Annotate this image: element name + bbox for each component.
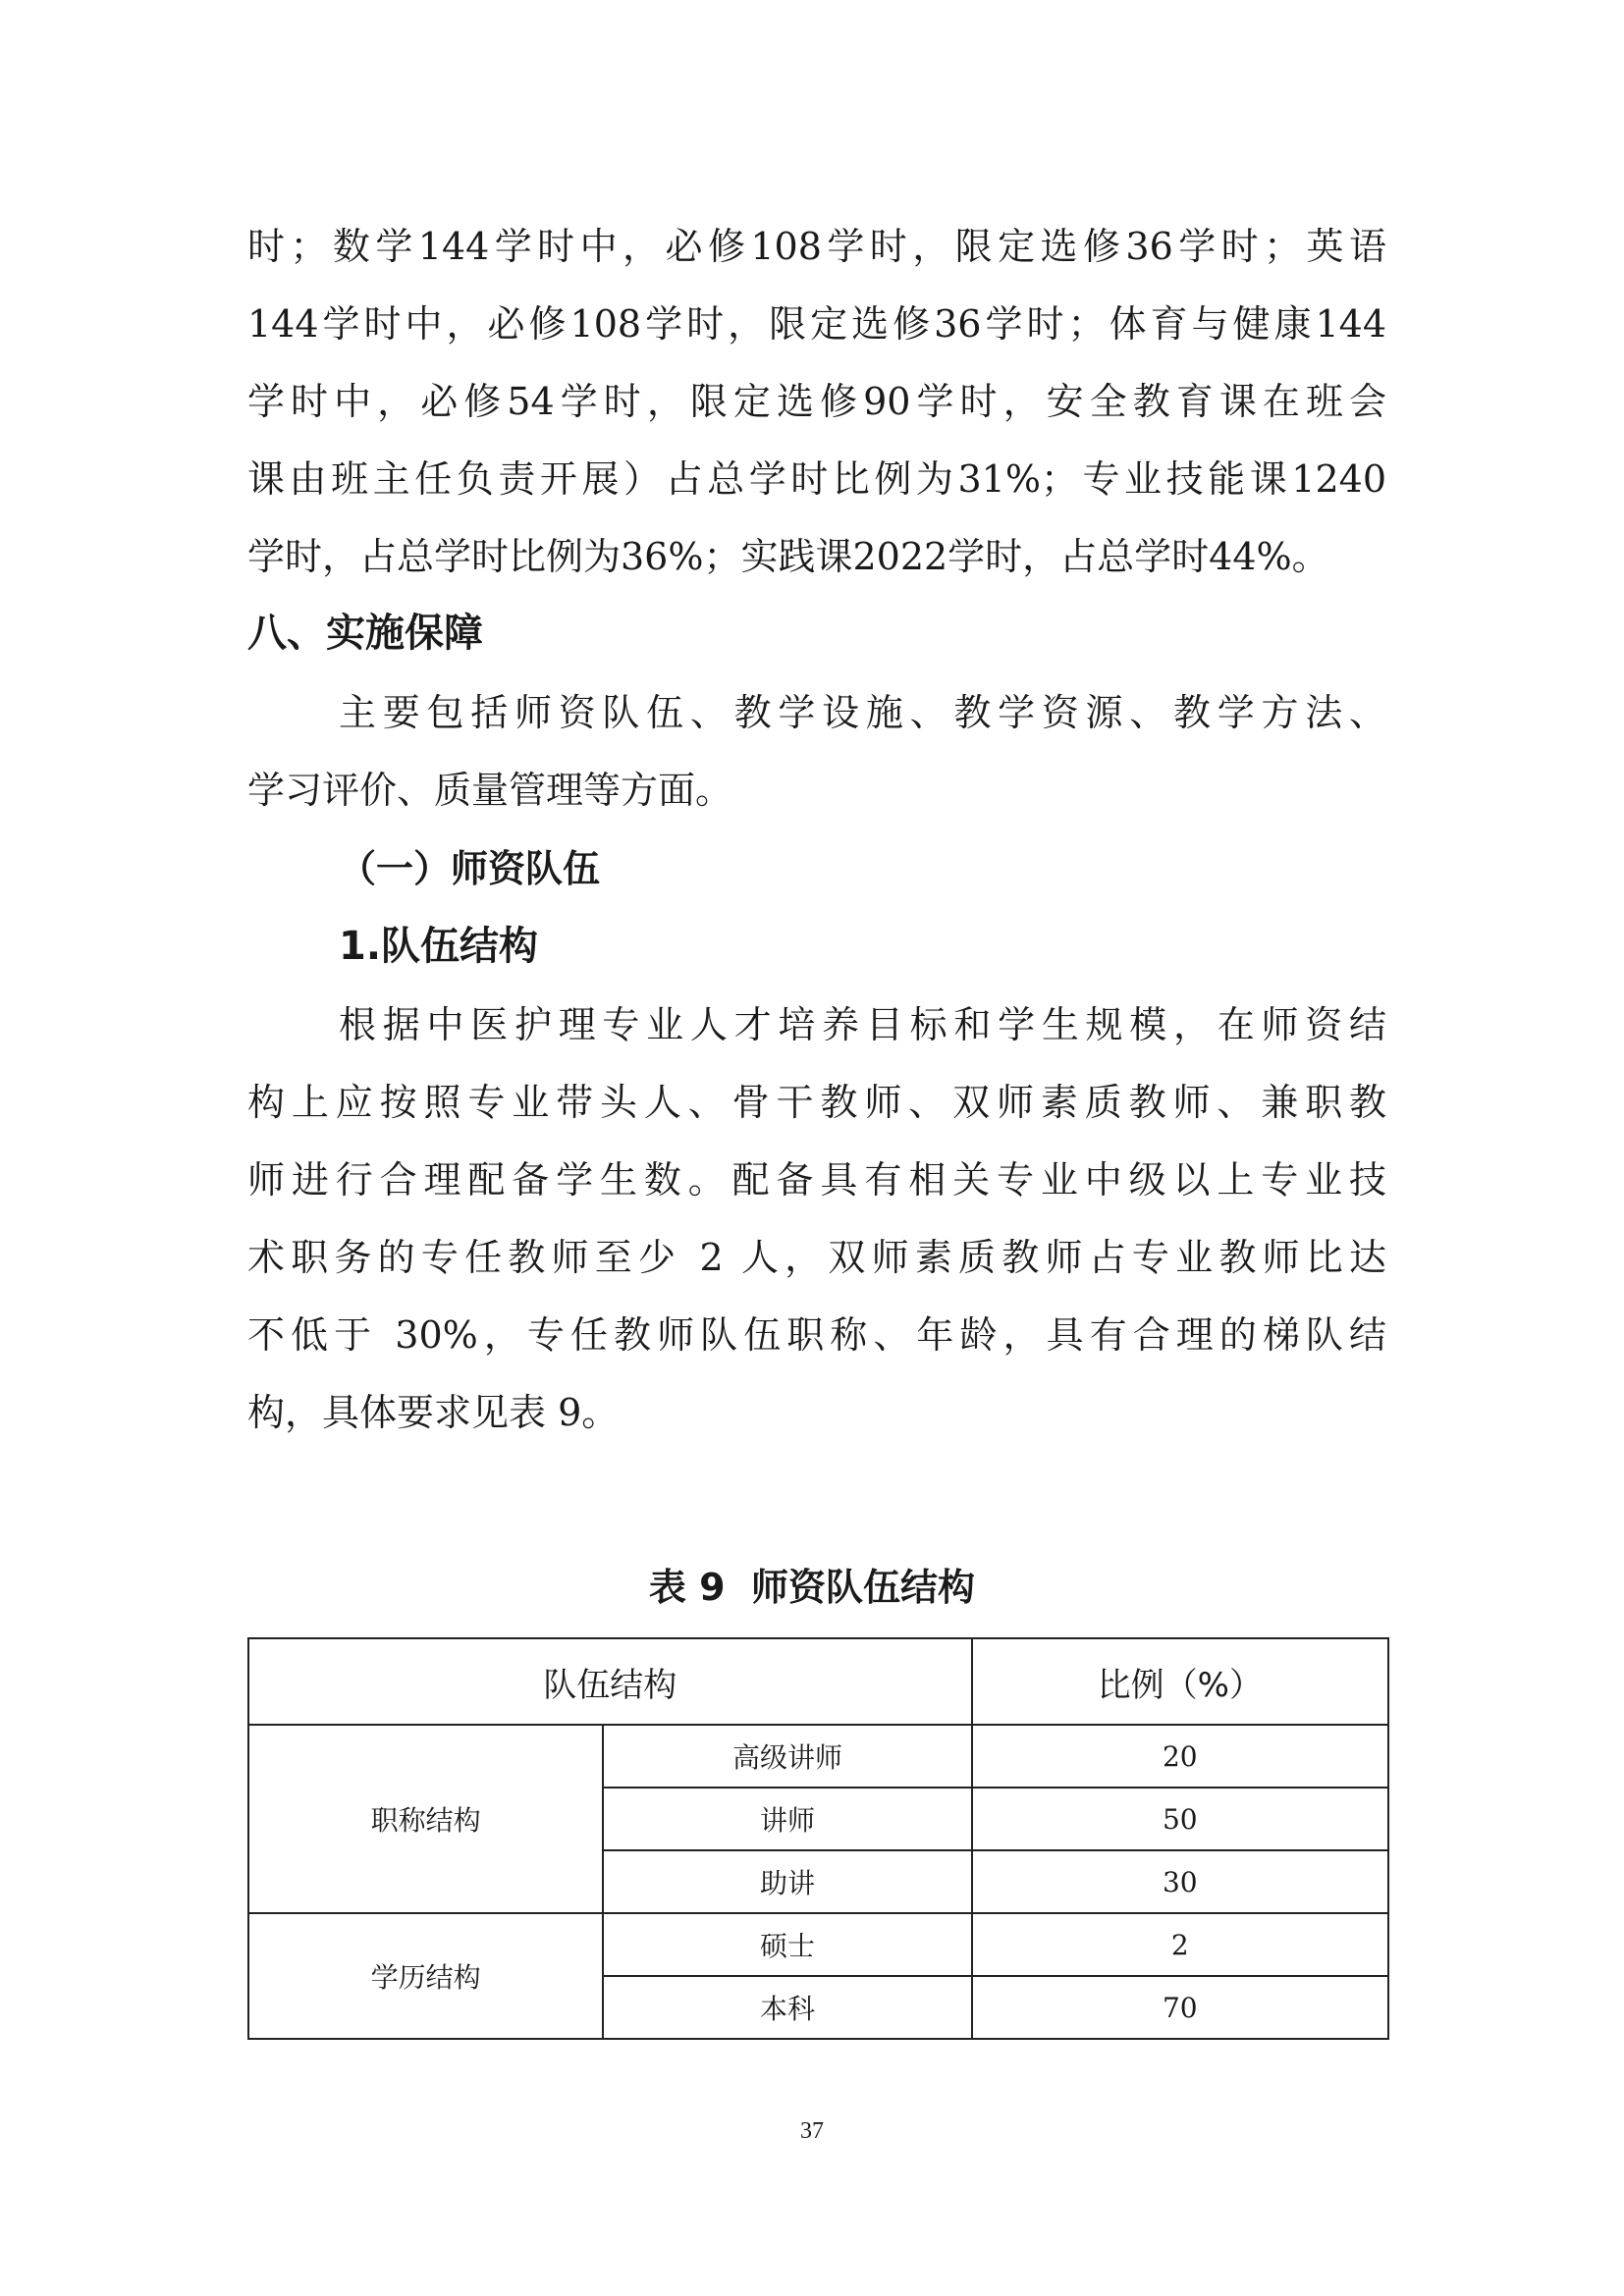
- subsection-heading: （一）师资队伍: [339, 847, 601, 890]
- row-item: 助讲: [603, 1850, 971, 1913]
- row-value: 20: [972, 1725, 1388, 1788]
- body-line: 主要包括师资队伍、教学设施、教学资源、教学方法、: [339, 691, 1386, 734]
- group-title: 职称结构: [248, 1725, 603, 1913]
- row-item: 本科: [603, 1976, 971, 2039]
- body-line: 师进行合理配备学生数。配备具有相关专业中级以上专业技: [247, 1158, 1386, 1201]
- body-line: 根据中医护理专业人才培养目标和学生规模，在师资结: [339, 1003, 1386, 1046]
- body-line: 不低于 30%，专任教师队伍职称、年龄，具有合理的梯队结: [247, 1313, 1386, 1357]
- body-line: 时；数学144学时中，必修108学时，限定选修36学时；英语: [247, 225, 1386, 268]
- row-value: 50: [972, 1788, 1388, 1850]
- page-number: 37: [800, 2118, 824, 2144]
- body-line: 构上应按照专业带头人、骨干教师、双师素质教师、兼职教: [247, 1081, 1386, 1124]
- body-line: 学时，占总学时比例为36%；实践课2022学时，占总学时44%。: [247, 535, 1329, 578]
- group-title: 学历结构: [248, 1913, 603, 2039]
- body-line: 144学时中，必修108学时，限定选修36学时；体育与健康144: [247, 302, 1386, 346]
- header-ratio: 比例（%）: [972, 1638, 1388, 1725]
- staff-structure-table: [247, 1637, 1389, 2040]
- body-line: 学习评价、质量管理等方面。: [247, 769, 733, 812]
- table-row: [248, 1913, 1388, 1976]
- row-value: 70: [972, 1976, 1388, 2039]
- row-item: 讲师: [603, 1788, 971, 1850]
- body-line: 构，具体要求见表 9。: [247, 1391, 620, 1434]
- body-line: 术职务的专任教师至少 2 人，双师素质教师占专业教师比达: [247, 1236, 1386, 1279]
- body-line: 课由班主任负责开展）占总学时比例为31%；专业技能课1240: [247, 457, 1386, 501]
- row-item: 硕士: [603, 1913, 971, 1976]
- table-header-row: [248, 1638, 1388, 1725]
- table-caption: 表 9 师资队伍结构: [648, 1566, 976, 1609]
- header-structure: 队伍结构: [248, 1638, 972, 1725]
- body-line: 学时中，必修54学时，限定选修90学时，安全教育课在班会: [247, 380, 1386, 423]
- section-heading: 八、实施保障: [247, 611, 483, 656]
- sub-subsection-heading: 1.队伍结构: [339, 924, 539, 969]
- row-value: 30: [972, 1850, 1388, 1913]
- row-item: 高级讲师: [603, 1725, 971, 1788]
- table-row: [248, 1725, 1388, 1788]
- row-value: 2: [972, 1913, 1388, 1976]
